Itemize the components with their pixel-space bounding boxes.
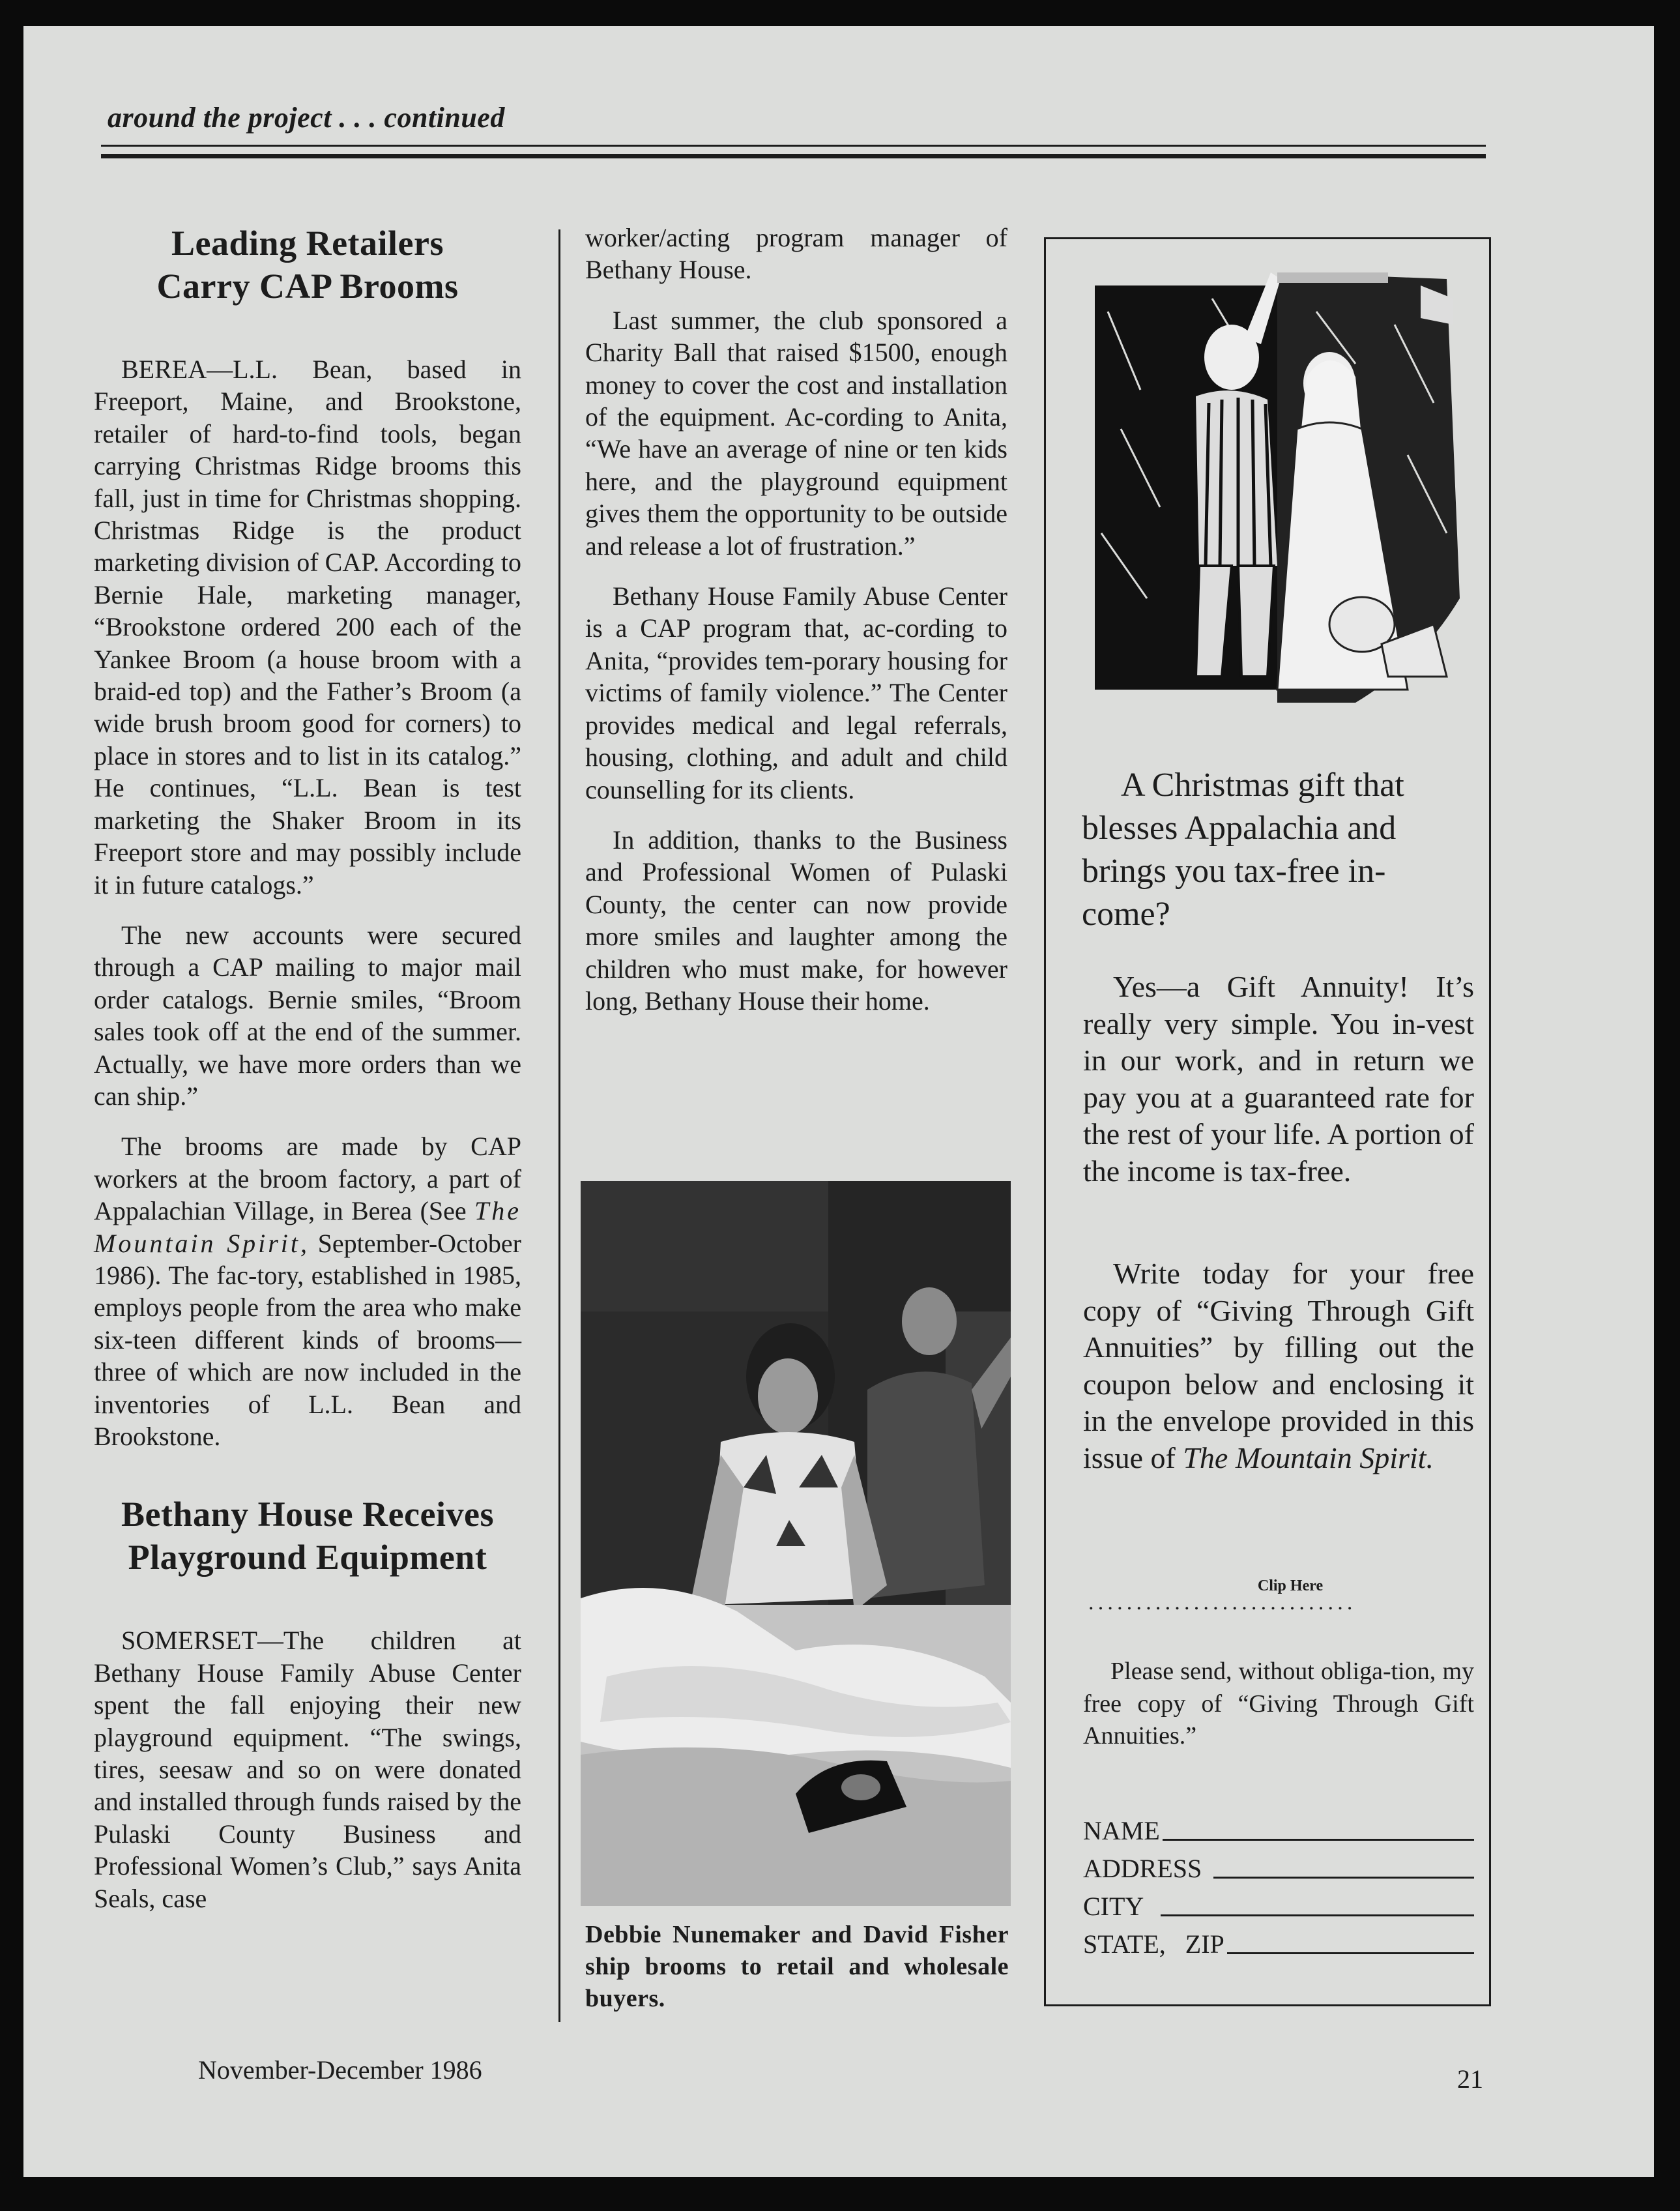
column-middle xyxy=(585,222,1007,1035)
coupon-address-field[interactable] xyxy=(1083,1852,1474,1885)
article-paragraph: worker/acting program manager of Bethany House. xyxy=(585,223,1007,285)
article-paragraph: The new accounts were secured through a CAP mailing to major mail order catalogs. Bernie smiles, “Broom sales took off at the end of the summer. Actually, we have more orders than we can ship.” xyxy=(94,920,521,1111)
photo-illustration xyxy=(581,1181,1011,1906)
christmas-children-illustration xyxy=(1082,259,1462,752)
column-left xyxy=(94,222,521,1933)
ad-headline-rest: blesses Appalachia and brings you tax-free in-come? xyxy=(1082,810,1397,933)
article-paragraph: SOMERSET—The children at Bethany House Family Abuse Center spent the fall enjoying their new playground equipment. “The swings, tires, seesaw and so on were donated and installed through funds raised by the Pulaski County Business and Professional Women’s Club,” says Anita Seals, case xyxy=(94,1626,521,1913)
city-blank-line[interactable] xyxy=(1161,1914,1474,1916)
coupon-name-field[interactable] xyxy=(1083,1815,1474,1847)
field-label: NAME xyxy=(1083,1816,1160,1845)
headline-line: Carry CAP Brooms xyxy=(156,267,459,306)
coupon-indent xyxy=(1083,1658,1110,1685)
article-headline-bethany xyxy=(94,1493,521,1579)
section-header: around the project . . . continued xyxy=(108,102,505,134)
article-headline-brooms xyxy=(94,222,521,308)
field-label: CITY xyxy=(1083,1892,1144,1921)
coupon-city-field[interactable] xyxy=(1083,1890,1474,1923)
headline-line: Leading Retailers xyxy=(171,224,444,263)
photo-broom-shipping xyxy=(581,1181,1011,1906)
ad-headline xyxy=(1082,764,1473,936)
headline-line: Bethany House Receives xyxy=(121,1495,494,1534)
field-label: STATE, ZIP xyxy=(1083,1929,1224,1959)
ad-paragraph-text: Yes—a Gift Annuity! It’s really very simple. You in-vest in our work, and in return we pay you at a guaranteed rate for the rest of your life. A portion of the income is tax-free. xyxy=(1083,970,1474,1188)
issue-date: November-December 1986 xyxy=(198,2055,482,2085)
field-label: ADDRESS xyxy=(1083,1854,1202,1883)
ad-paragraph-indent xyxy=(1083,1257,1113,1290)
illustration-drawing xyxy=(1082,259,1462,752)
coupon-request: Please send, without obliga-tion, my free copy of “Giving Through Gift Annuities.” xyxy=(1083,1658,1474,1750)
address-blank-line[interactable] xyxy=(1213,1877,1474,1879)
article-paragraph: In addition, thanks to the Business and Professional Women of Pulaski County, the center can now provide more smiles and laughter among the children who must make, for however long, Bethany House their home. xyxy=(585,825,1007,1016)
photo-caption: Debbie Nunemaker and David Fisher ship brooms to retail and wholesale buyers. xyxy=(585,1921,1009,2012)
article-paragraph xyxy=(94,1130,521,1452)
header-rule-thin xyxy=(101,145,1486,147)
ad-paragraph-text: Write today for your free copy of “Giving Through Gift Annuities” by filling out the coupon below and enclosing it in the envelope provided in this issue of xyxy=(1083,1257,1474,1474)
clip-line[interactable]: ............................ xyxy=(1088,1590,1357,1615)
ad-paragraph xyxy=(1083,969,1474,1190)
headline-line: Playground Equipment xyxy=(128,1538,487,1577)
page-number: 21 xyxy=(1457,2064,1483,2094)
coupon-state-zip-field[interactable] xyxy=(1083,1928,1474,1961)
name-blank-line[interactable] xyxy=(1163,1839,1474,1841)
paragraph-text: September-October 1986). The fac-tory, established in 1985, employs people from the area who make six-teen different kinds of brooms—three of which are now included in the inventories of L.L. Bean and Brookstone. xyxy=(94,1228,522,1451)
paragraph-text: The brooms are made by CAP workers at the broom factory, a part of Appalachian Village, in Berea (See xyxy=(94,1132,521,1226)
ad-paragraph xyxy=(1083,1255,1474,1476)
column-divider xyxy=(558,229,560,2022)
ad-headline-first-line: A Christmas gift that xyxy=(1121,767,1404,804)
article-paragraph: BEREA—L.L. Bean, based in Freeport, Maine, and Brookstone, retailer of hard-to-find tools, began carrying Christmas Ridge brooms this fall, just in time for Christmas shopping. Christmas Ridge is the product marketing division of CAP. According to Bernie Hale, marketing manager, “Brookstone ordered 200 each of the Yankee Broom (a house broom with a braid-ed top) and the Father’s Broom (a wide brush broom good for corners) to place in stores and to list in its catalog.” He continues, “L.L. Bean is test marketing the Shaker Broom in its Freeport store and may possibly include it in future catalogs.” xyxy=(94,355,521,900)
article-paragraph: Bethany House Family Abuse Center is a CAP program that, ac-cording to Anita, “provides tem-porary housing for victims of family violence.” The Center provides medical and legal referrals, housing, clothing, and adult and child counselling for its clients. xyxy=(585,581,1007,804)
coupon-text xyxy=(1083,1656,1474,1753)
zip-blank-line[interactable] xyxy=(1227,1952,1474,1954)
article-paragraph: Last summer, the club sponsored a Charity Ball that raised $1500, enough money to cover the cost and installation of the equipment. Ac-cording to Anita, “We have an average of nine or ten kids here, and the playground equipment gives them the opportunity to be outside and release a lot of frustration.” xyxy=(585,305,1007,561)
publication-title: The Mountain Spirit. xyxy=(1183,1441,1434,1474)
clip-here-label: Clip Here xyxy=(1257,1577,1324,1594)
header-rule-thick xyxy=(101,154,1486,158)
ad-paragraph-indent xyxy=(1083,970,1113,1003)
publication-title: The Mountain Spirit, xyxy=(94,1196,521,1258)
